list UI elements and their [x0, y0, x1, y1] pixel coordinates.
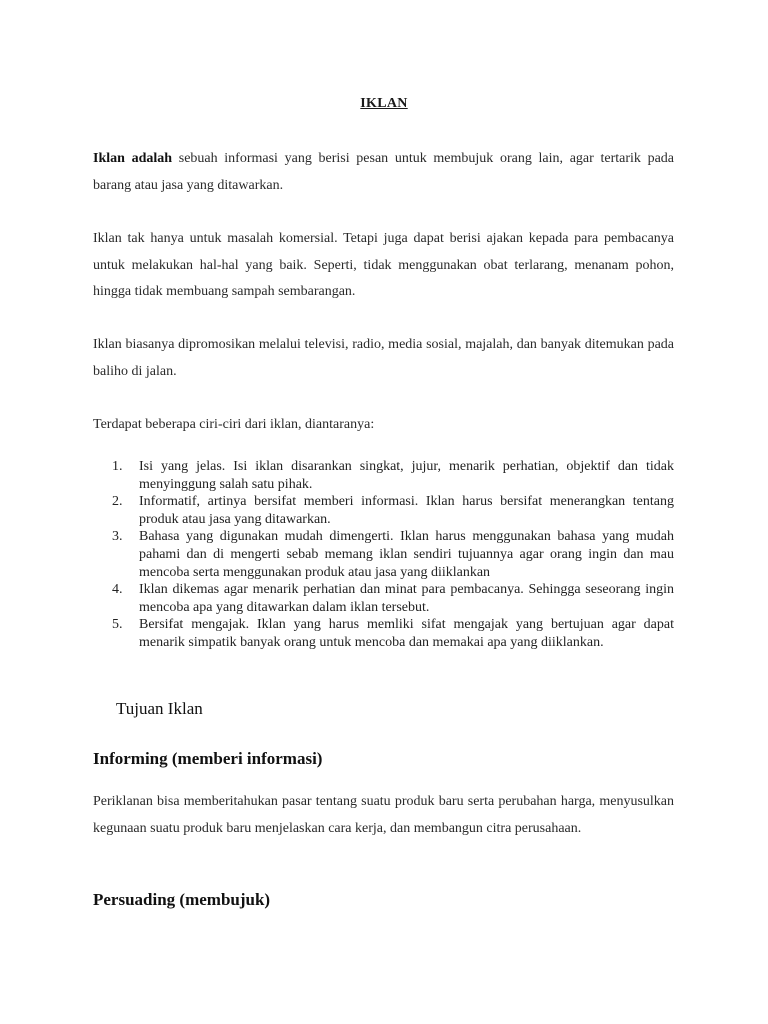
list-number: 5. — [112, 617, 123, 633]
heading-tujuan-iklan: Tujuan Iklan — [116, 699, 203, 718]
list-item-text: Iklan dikemas agar menarik perhatian dan minat para pembacanya. Sehingga seseorang ingin mencoba apa yang ditawarkan dalam iklan tersebut. — [139, 582, 674, 615]
list-number: 3. — [112, 529, 123, 545]
paragraph-promotion: Iklan biasanya dipromosikan melalui televisi, radio, media sosial, majalah, dan banyak ditemukan pada baliho di jalan. — [93, 337, 674, 379]
heading-informing: Informing (memberi informasi) — [93, 749, 323, 768]
list-item-text: Isi yang jelas. Isi iklan disarankan singkat, jujur, menarik perhatian, objektif dan tidak menyinggung salah satu pihak. — [139, 459, 674, 492]
list-item — [112, 458, 674, 493]
intro-paragraph — [93, 146, 674, 199]
list-item-text: Informatif, artinya bersifat memberi informasi. Iklan harus bersifat menerangkan tentang produk atau jasa yang ditawarkan. — [139, 494, 674, 527]
list-item-text: Bahasa yang digunakan mudah dimengerti. Iklan harus menggunakan bahasa yang mudah pahami dan di mengerti sebab memang iklan sendiri tujuannya agar orang ingin dan mau mencoba serta menggunakan produk atau jasa yang diiklankan — [139, 529, 674, 580]
list-number: 1. — [112, 459, 123, 474]
list-item — [112, 528, 674, 581]
list-item — [112, 493, 674, 528]
intro-lead: Iklan adalah — [93, 151, 173, 166]
list-item-text: Bersifat mengajak. Iklan yang harus memliki sifat mengajak yang bertujuan agar dapat menarik simpatik banyak orang untuk mencoba dan memakai apa yang diiklankan. — [139, 617, 674, 650]
paragraph-commercial: Iklan tak hanya untuk masalah komersial. Tetapi juga dapat berisi ajakan kepada para pembacanya untuk melakukan hal-hal yang baik. Seperti, tidak menggunakan obat terlarang, menanam pohon, hingga tidak membuang sampah sembarangan. — [93, 231, 674, 299]
list-item — [112, 581, 674, 616]
list-item — [112, 616, 674, 651]
characteristics-list — [112, 458, 674, 652]
paragraph-informing: Periklanan bisa memberitahukan pasar tentang suatu produk baru serta perubahan harga, menyusulkan kegunaan suatu produk baru menjelaskan cara kerja, dan membangun citra perusahaan. — [93, 794, 674, 836]
list-number: 4. — [112, 582, 123, 598]
heading-persuading: Persuading (membujuk) — [93, 890, 271, 909]
intro-text: sebuah informasi yang berisi pesan untuk membujuk orang lain, agar tertarik pada barang atau jasa yang ditawarkan. — [93, 151, 675, 193]
paragraph-characteristics-intro: Terdapat beberapa ciri-ciri dari iklan, diantaranya: — [93, 417, 375, 432]
document-title: IKLAN — [360, 96, 408, 111]
list-number: 2. — [112, 494, 123, 510]
